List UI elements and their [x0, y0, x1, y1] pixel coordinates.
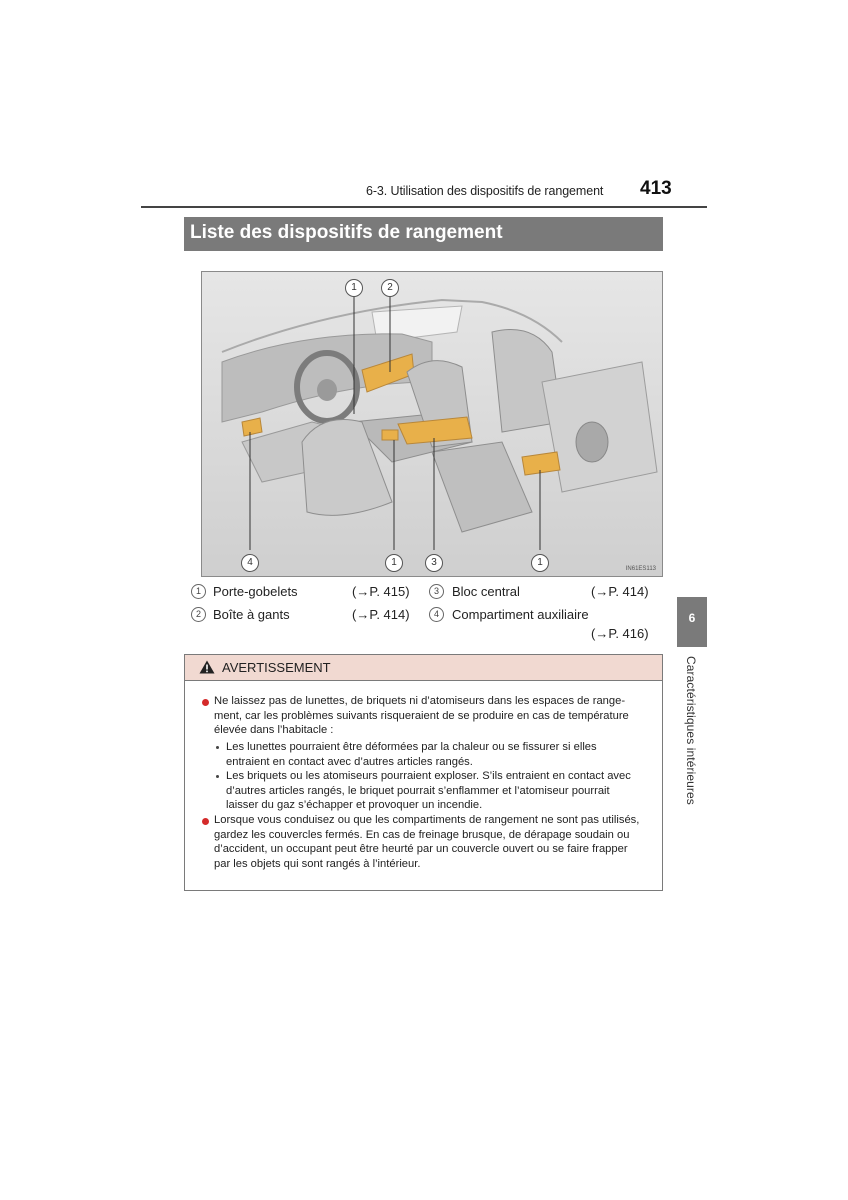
- bullet-dot: [202, 699, 209, 706]
- text-line: Lorsque vous conduisez ou que les compartiments de rangement ne sont pas utilisés,: [214, 814, 640, 826]
- warning-header: [185, 655, 662, 681]
- section-title: Liste des dispositifs de rangement: [190, 222, 503, 243]
- page-number: 413: [640, 178, 672, 199]
- callout-cup-holder-rear: 1: [531, 554, 549, 572]
- legend-number: 2: [191, 607, 206, 622]
- running-header-section: 6-3. Utilisation des dispositifs de rangement: [366, 184, 604, 198]
- chapter-number: 6: [688, 611, 696, 625]
- legend-page-ref: (→P. 414): [352, 607, 410, 622]
- bullet-dot: [202, 818, 209, 825]
- text-line: élevée dans l’habitacle :: [214, 724, 334, 736]
- legend-label-glove-box: Boîte à gants: [213, 607, 290, 622]
- text-line: Les briquets ou les atomiseurs pourraient exploser. S’ils entraient en contact avec: [226, 770, 631, 782]
- legend-label-center-console: Bloc central: [452, 584, 520, 599]
- legend-label-auxiliary-compartment: Compartiment auxiliaire: [452, 607, 589, 622]
- chapter-label: Caractéristiques intérieures: [684, 656, 698, 805]
- callout-glove-box: 2: [381, 279, 399, 297]
- warning-sub-bullet-2: [226, 769, 659, 813]
- car-interior-drawing: [202, 272, 662, 576]
- warning-box: [184, 654, 663, 891]
- text-line: d’accident, un occupant peut être heurté par un couvercle ouvert ou se faire frapper: [214, 843, 628, 855]
- chapter-tab: [677, 597, 707, 647]
- legend-label-cup-holder: Porte-gobelets: [213, 584, 298, 599]
- legend-number: 3: [429, 584, 444, 599]
- header-rule: [141, 206, 707, 208]
- legend-number: 1: [191, 584, 206, 599]
- text-line: par les objets qui sont rangés à l’intérieur.: [214, 857, 421, 870]
- warning-sub-bullet-1: [226, 740, 659, 769]
- callout-center-console: 3: [425, 554, 443, 572]
- legend-page-ref: (→P. 414): [591, 584, 649, 599]
- legend-page-ref: (→P. 415): [352, 584, 410, 599]
- callout-cup-holder: 1: [345, 279, 363, 297]
- text-line: d’autres articles rangés, le briquet pourrait s’enflammer et l’atomiseur pourrait: [226, 784, 610, 797]
- text-line: entraient en contact avec d’autres articles rangés.: [226, 755, 473, 768]
- legend-number: 4: [429, 607, 444, 622]
- figure-code: IN61ES113: [625, 566, 656, 572]
- text-line: Les lunettes pourraient être déformées par la chaleur ou se fissurer si elles: [226, 741, 597, 753]
- warning-bullet-1: [214, 694, 659, 738]
- interior-illustration: [201, 271, 663, 577]
- text-line: ment, car les problèmes suivants risqueraient de se produire en cas de température: [214, 709, 629, 722]
- sub-bullet-dot: [216, 746, 219, 749]
- text-line: laisser du gaz s’échapper et provoquer un incendie.: [226, 799, 483, 811]
- text-line: gardez les couvercles fermés. En cas de freinage brusque, de dérapage soudain ou: [214, 828, 630, 841]
- sub-bullet-dot: [216, 775, 219, 778]
- section-title-bar: [184, 217, 663, 251]
- legend-page-ref: (→P. 416): [591, 626, 649, 641]
- callout-cup-holder-front: 1: [385, 554, 403, 572]
- callout-auxiliary-compartment: 4: [241, 554, 259, 572]
- warning-bullet-2: [214, 813, 659, 871]
- text-line: Ne laissez pas de lunettes, de briquets ni d’atomiseurs dans les espaces de range-: [214, 695, 626, 707]
- front-cup-holder-highlight: [382, 430, 398, 440]
- warning-triangle-icon: [199, 660, 215, 674]
- warning-title: AVERTISSEMENT: [222, 660, 331, 675]
